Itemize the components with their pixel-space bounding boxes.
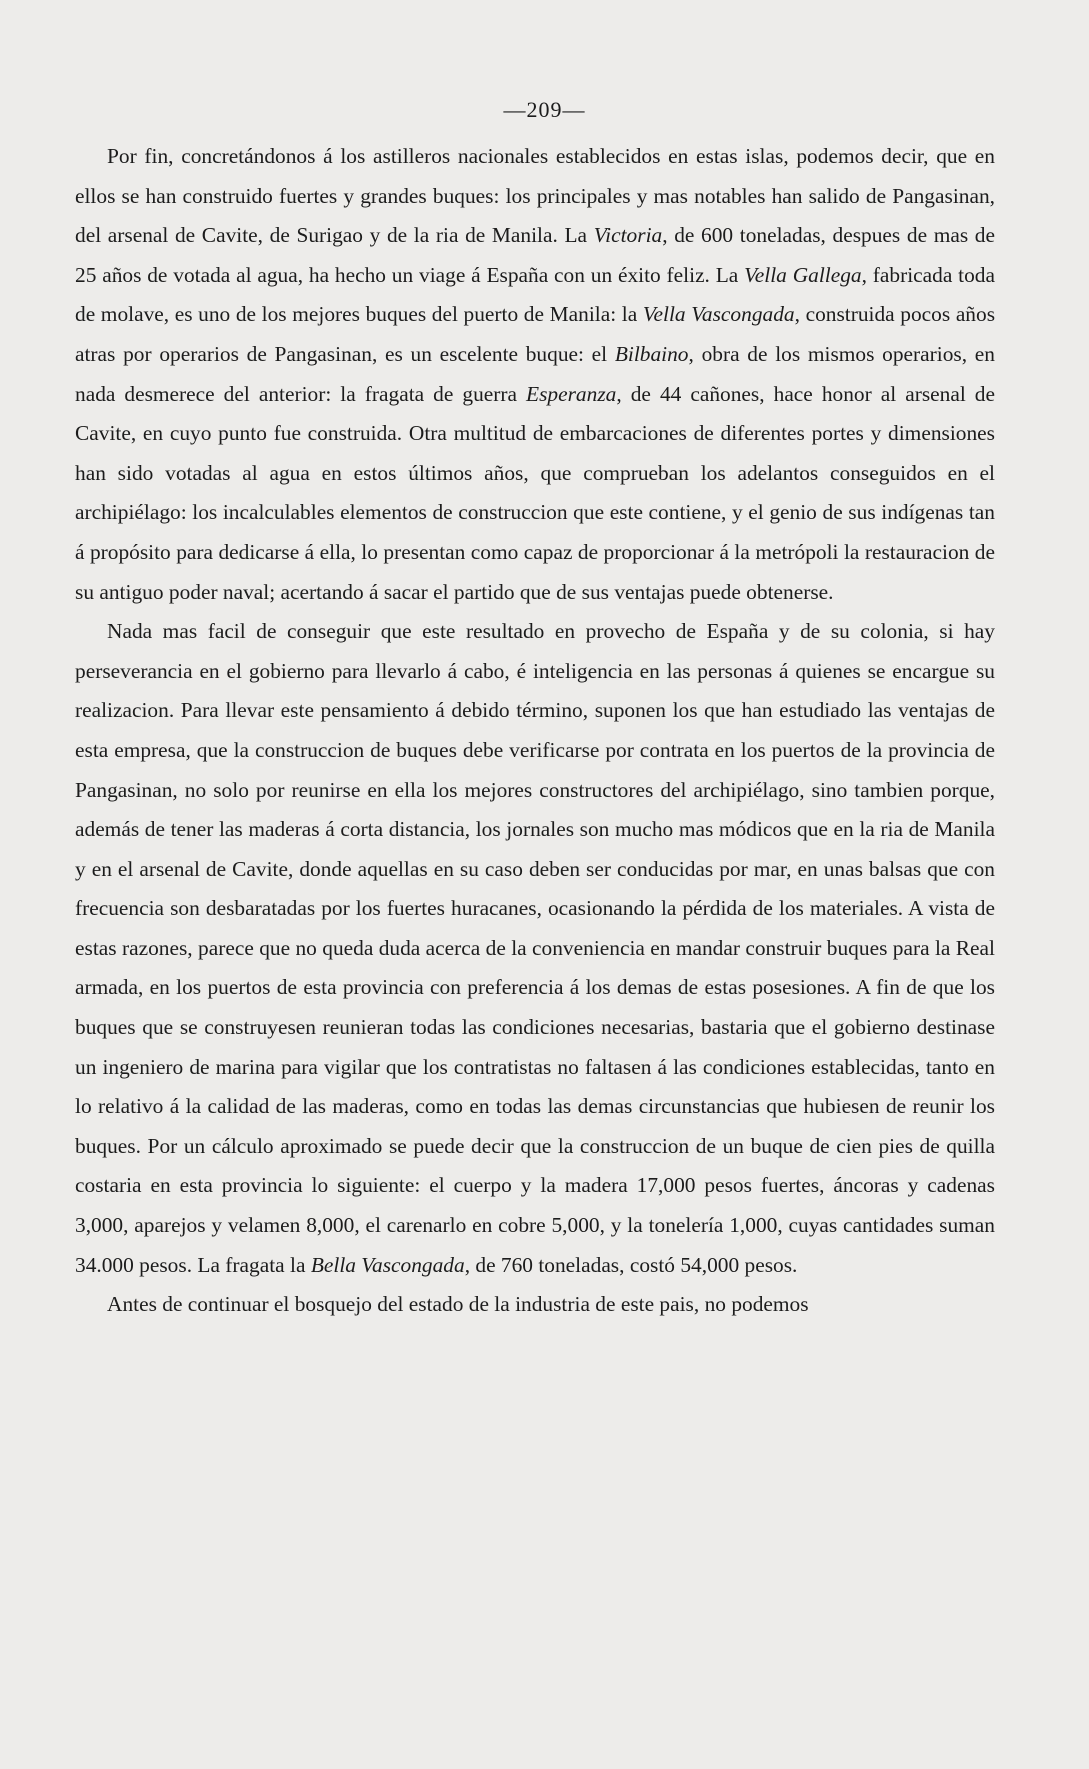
paragraph — [75, 612, 995, 1285]
text-run: , de 760 toneladas, costó 54,000 pesos. — [464, 1252, 798, 1277]
text-run: , construida pocos años atras por operarios de Pangasinan, es un escelente buque: el — [75, 302, 996, 366]
body-text — [75, 137, 995, 1325]
text-run: , fabricada toda de molave, es uno de los mejores buques del puerto de Manila: la — [75, 262, 995, 327]
ship-name: Vella Gallega — [744, 262, 862, 287]
ship-name: Bilbaino — [614, 341, 689, 366]
ship-name: Bella Vascongada — [310, 1252, 465, 1277]
paragraph — [75, 1285, 995, 1325]
page-number: —209— — [503, 97, 586, 122]
text-run: Nada mas facil de conseguir que este resultado en provecho de España y de su colonia, si hay perseverancia en el gobierno para llevarlo á cabo, é inteligencia en las personas á quienes se encargue su realizacion. Para llevar este pensamiento á debido término, suponen los que han estudiado las ventajas de esta empresa, que la construccion de buques debe verificarse por contrata en los puertos de la provincia de Pangasinan, no solo por reunirse en ella los mejores constructores del archipiélago, sino tambien porque, además de tener las maderas á corta distancia, los jornales son mucho mas módicos que en la ria de Manila y en el arsenal de Cavite, donde aquellas en su caso deben ser conducidas por mar, en unas balsas que con frecuencia son desbaratadas por los fuertes huracanes, ocasionando la pérdida de los materiales. A vista de estas razones, parece que no queda duda acerca de la conveniencia en mandar construir buques para la Real armada, en los puertos de esta provincia con preferencia á los demas de estas posesiones. A fin de que los buques que se construyesen reunieran todas las condiciones necesarias, bastaria que el gobierno destinase un ingeniero de marina para vigilar que los contratistas no faltasen á las condiciones establecidas, tanto en lo relativo á la calidad de las maderas, como en todas las demas circunstancias que hubiesen de reunir los buques. Por un cálculo aproximado se puede decir que la construccion de un buque de cien pies de quilla costaria en esta provincia lo siguiente: el cuerpo y la madera 17,000 pesos fuertes, áncoras y cadenas 3,000, aparejos y velamen 8,000, el carenarlo en cobre 5,000, y la tonelería 1,000, cuyas cantidades suman 34.000 pesos. La fragata la — [75, 619, 995, 1277]
ship-name: Esperanza — [526, 381, 617, 406]
text-run: , obra de los mismos operarios, en nada desmerece del anterior: la fragata de guerra — [75, 341, 995, 406]
text-run: , de 600 toneladas, despues de mas de 25 años de votada al agua, ha hecho un viage á España con un éxito feliz. La — [75, 223, 995, 287]
ship-name: Vella Vascongada — [642, 302, 795, 327]
text-run: Por fin, concretándonos á los astilleros nacionales establecidos en estas islas, podemos decir, que en ellos se han construido fuertes y grandes buques: los principales y mas notables han salido de Pangasinan, del arsenal de Cavite, de Surigao y de la ria de Manila. La — [75, 144, 995, 248]
text-run: , de 44 cañones, hace honor al arsenal de Cavite, en cuyo punto fue construida. Otra multitud de embarcaciones de diferentes portes y dimensiones han sido votadas al agua en estos últimos años, que comprueban los adelantos conseguidos en el archipiélago: los incalculables elementos de construccion que este contiene, y el genio de sus indígenas tan á propósito para dedicarse á ella, lo presentan como capaz de proporcionar á la metrópoli la restauracion de su antiguo poder naval; acertando á sacar el partido que de sus ventajas puede obtenerse. — [75, 381, 995, 604]
paragraph — [75, 137, 995, 612]
ship-name: Victoria — [593, 223, 663, 248]
text-run: Antes de continuar el bosquejo del estado de la industria de este pais, no podemos — [107, 1292, 809, 1317]
